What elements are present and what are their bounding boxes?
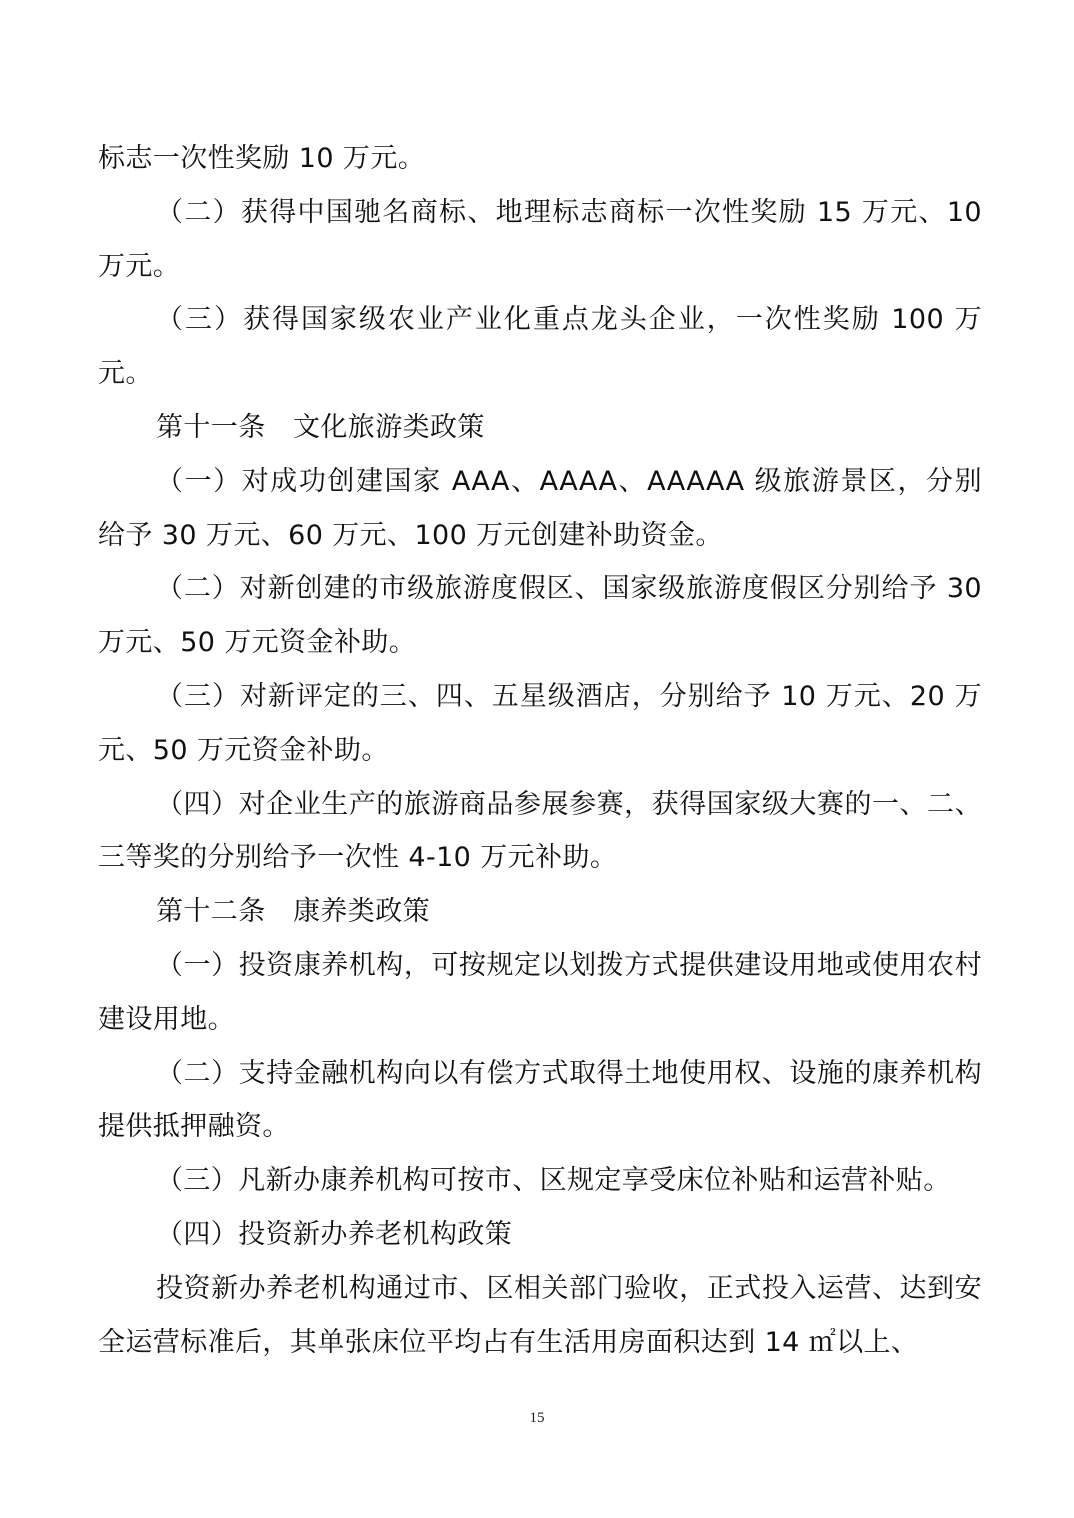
paragraph-2: （二）获得中国驰名商标、地理标志商标一次性奖励 15 万元、10 万元。 xyxy=(98,196,982,282)
section-heading-12: 第十二条 康养类政策 xyxy=(156,896,430,928)
paragraph-12: （三）凡新办康养机构可按市、区规定享受床位补贴和运营补贴。 xyxy=(156,1165,951,1197)
paragraph-6: （二）对新创建的市级旅游度假区、国家级旅游度假区分别给予 30 万元、50 万元资金补助。 xyxy=(98,573,982,659)
paragraph-5: （一）对成功创建国家 AAA、AAAA、AAAAA 级旅游景区，分别给予 30 万元、60 万元、100 万元创建补助资金。 xyxy=(98,465,982,551)
paragraph-10: （一）投资康养机构，可按规定以划拨方式提供建设用地或使用农村建设用地。 xyxy=(98,949,982,1035)
paragraph-1: 标志一次性奖励 10 万元。 xyxy=(98,143,426,174)
paragraph-13: （四）投资新办养老机构政策 xyxy=(156,1218,513,1250)
paragraph-14: 投资新办养老机构通过市、区相关部门验收，正式投入运营、达到安全运营标准后，其单张床位平均占有生活用房面积达到 14 ㎡以上、 xyxy=(98,1272,982,1358)
paragraph-3: （三）获得国家级农业产业化重点龙头企业，一次性奖励 100 万元。 xyxy=(98,304,982,390)
paragraph-11: （二）支持金融机构向以有偿方式取得土地使用权、设施的康养机构提供抵押融资。 xyxy=(98,1057,982,1143)
document-body xyxy=(98,132,982,1369)
page-number: 15 xyxy=(529,1410,545,1426)
paragraph-8: （四）对企业生产的旅游商品参展参赛，获得国家级大赛的一、二、三等奖的分别给予一次性 4-10 万元补助。 xyxy=(98,788,982,874)
section-heading-11: 第十一条 文化旅游类政策 xyxy=(156,411,485,443)
paragraph-7: （三）对新评定的三、四、五星级酒店，分别给予 10 万元、20 万元、50 万元资金补助。 xyxy=(98,680,982,766)
